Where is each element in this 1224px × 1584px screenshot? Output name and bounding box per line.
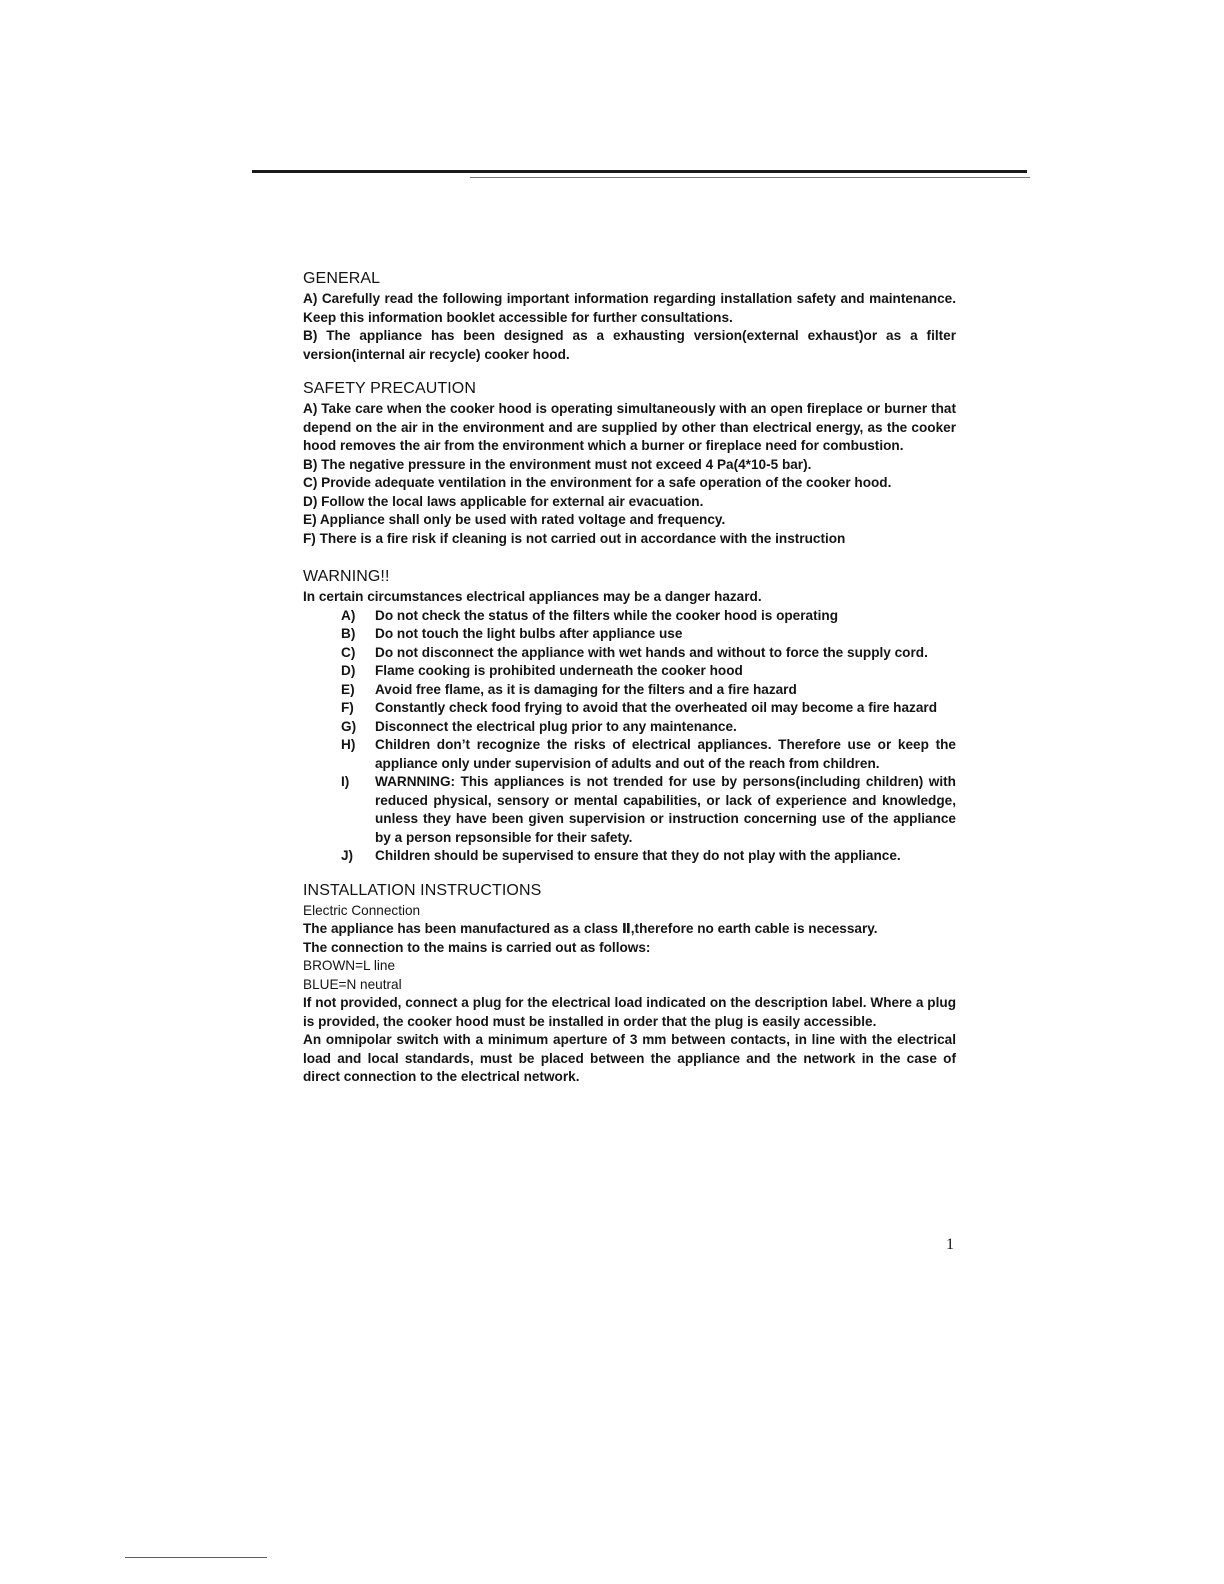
warning-item-text: Do not touch the light bulbs after appliance use [375,626,683,641]
footer-link-line [125,1557,267,1558]
warning-item-marker: B) [341,626,356,641]
safety-paragraph-d: D) Follow the local laws applicable for external air evacuation. [303,493,704,509]
header-rule-thin [470,177,1030,178]
installation-line: BROWN=L line [303,958,396,973]
warning-section [303,566,956,866]
general-paragraph-a: A) Carefully read the following important information regarding installation safety and maintenance. Keep this information booklet accessible for further consultations. [303,291,956,325]
warning-item [303,699,956,718]
warning-item [303,736,956,773]
warning-item-marker: D) [341,663,356,678]
warning-item-marker: F) [341,700,354,715]
safety-heading: SAFETY PRECAUTION [303,380,476,397]
warning-item-text: Do not disconnect the appliance with wet hands and without to force the supply cord. [375,644,928,660]
warning-heading: WARNING!! [303,568,390,585]
warning-item-text: Children should be supervised to ensure that they do not play with the appliance. [375,848,901,863]
general-paragraph-b: B) The appliance has been designed as a exhausting version(external exhaust)or as a filter version(internal air recycle) cooker hood. [303,328,956,362]
warning-item-text: Constantly check food frying to avoid that the overheated oil may become a fire hazard [375,700,937,715]
warning-item [303,847,956,866]
warning-item-text: Disconnect the electrical plug prior to any maintenance. [375,718,737,734]
warning-item-marker: I) [341,774,350,789]
installation-line: The connection to the mains is carried out as follows: [303,939,651,955]
warning-item-text: Do not check the status of the filters while the cooker hood is operating [375,607,839,623]
warning-item [303,607,956,626]
safety-section [303,378,956,548]
warning-item [303,718,956,737]
header-rule [252,170,1027,173]
page-number: 1 [946,1236,954,1253]
warning-item [303,773,956,847]
warning-item [303,625,956,644]
warning-item-marker: J) [341,848,354,863]
installation-line: An omnipolar switch with a minimum aperture of 3 mm between contacts, in line with the electrical load and local standards, must be placed between the appliance and the network in the case of direct connection to the electrical network. [303,1032,956,1084]
warning-intro: In certain circumstances electrical appliances may be a danger hazard. [303,589,762,604]
warning-item-text: WARNNING: This appliances is not trended for use by persons(including children) with reduced physical, sensory or mental capabilities, or lack of experience and knowledge, unless they have been given supervision or instruction concerning use of the appliance by a person repsonsible for their safety. [375,774,956,845]
document-body [303,268,956,1087]
warning-item-marker: G) [341,718,357,734]
warning-item-marker: C) [341,644,356,660]
safety-paragraph-a: A) Take care when the cooker hood is operating simultaneously with an open fireplace or burner that depend on the air in the environment and are supplied by other than electrical energy, as the cooker hood removes the air from the environment which a burner or fireplace need for combustion. [303,401,956,453]
installation-line: BLUE=N neutral [303,976,402,992]
installation-line: If not provided, connect a plug for the electrical load indicated on the description label. Where a plug is provided, the cooker hood must be installed in order that the plug is easily accessible. [303,995,956,1029]
safety-paragraph-c: C) Provide adequate ventilation in the environment for a safe operation of the cooker hood. [303,475,892,490]
installation-heading: INSTALLATION INSTRUCTIONS [303,881,542,899]
warning-item-marker: A) [341,607,356,623]
installation-section [303,880,956,1087]
warning-item-marker: E) [341,681,355,697]
general-section [303,268,956,364]
warning-item [303,644,956,663]
warning-item-marker: H) [341,737,356,752]
warning-item-text: Flame cooking is prohibited underneath the cooker hood [375,663,743,678]
warning-item-text: Children don’t recognize the risks of electrical appliances. Therefore use or keep the appliance only under supervision of adults and out of the reach from children. [375,737,956,771]
warning-item-text: Avoid free flame, as it is damaging for the filters and a fire hazard [375,681,797,697]
installation-subheading: Electric Connection [303,902,421,918]
safety-paragraph-e: E) Appliance shall only be used with rated voltage and frequency. [303,512,726,527]
safety-paragraph-b: B) The negative pressure in the environment must not exceed 4 Pa(4*10-5 bar). [303,456,812,472]
installation-line: The appliance has been manufactured as a class Ⅱ,therefore no earth cable is necessary. [303,921,878,936]
safety-paragraph-f: F) There is a fire risk if cleaning is not carried out in accordance with the instruction [303,530,846,546]
warning-item [303,681,956,700]
warning-list [303,607,956,866]
general-heading: GENERAL [303,270,381,287]
warning-item [303,662,956,681]
